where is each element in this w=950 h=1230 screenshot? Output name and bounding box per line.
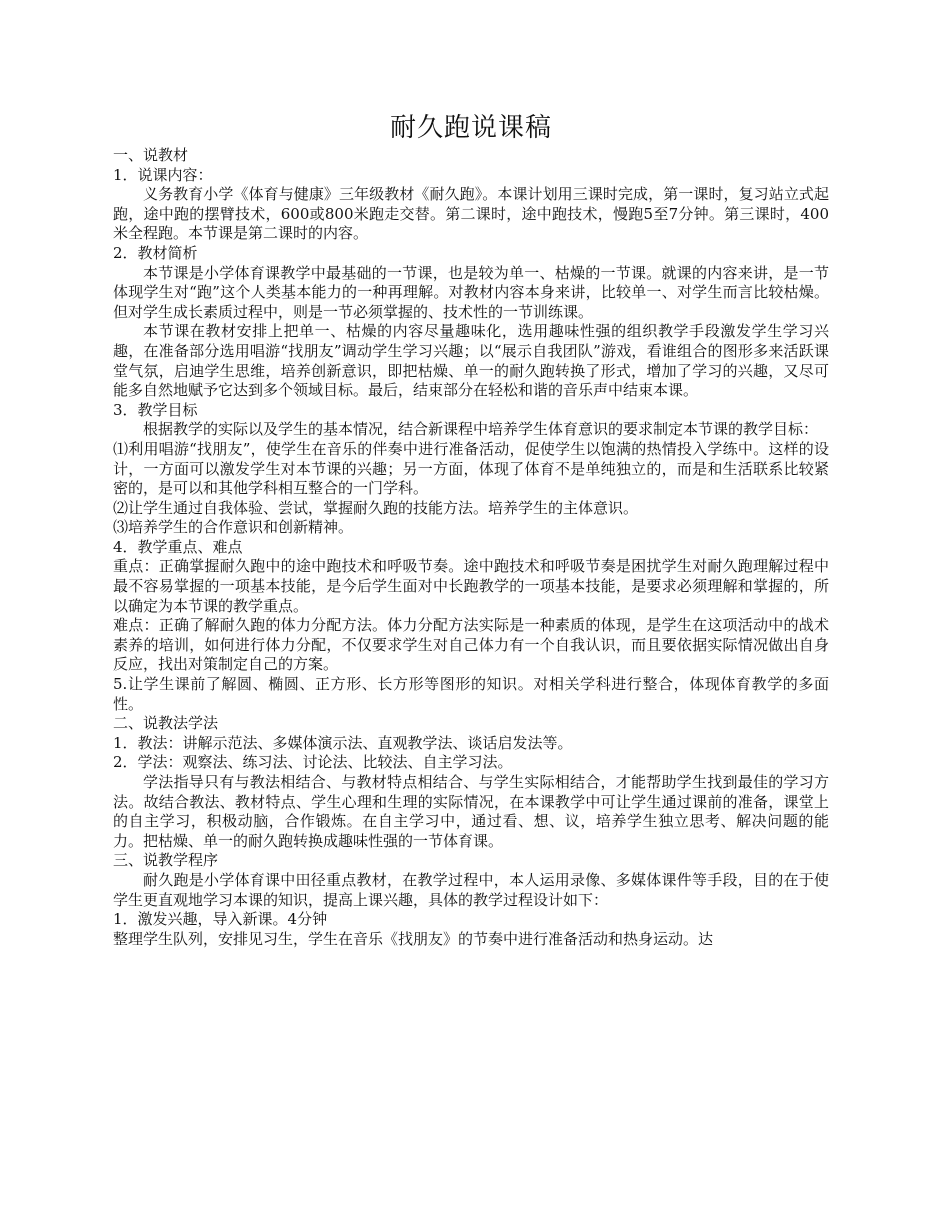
paragraph: 3．教学目标 xyxy=(113,400,198,419)
paragraph: 三、说教学程序 xyxy=(113,851,219,870)
document-title: 耐久跑说课稿 xyxy=(389,113,552,143)
paragraph: ⑶培养学生的合作意识和创新精神。 xyxy=(113,518,354,537)
paragraph: 5.让学生课前了解圆、椭圆、正方形、长方形等图形的知识。对相关学科进行整合，体现体育教学的多面性。 xyxy=(113,675,829,713)
paragraph: 本节课是小学体育课教学中最基础的一节课，也是较为单一、枯燥的一节课。就课的内容来讲，是一节体现学生对“跑”这个人类基本能力的一种再理解。对教材内容本身来讲，比较单一、对学生而言比较枯燥。但对学生成长素质过程中，则是一节必须掌握的、技术性的一节训练课。 xyxy=(113,263,829,321)
paragraph: 整理学生队列，安排见习生，学生在音乐《找朋友》的节奏中进行准备活动和热身运动。达 xyxy=(113,929,714,948)
paragraph: 一、说教材 xyxy=(113,146,189,164)
paragraph: 耐久跑是小学体育课中田径重点教材，在教学过程中，本人运用录像、多媒体课件等手段，目的在于使学生更直观地学习本课的知识，提高上课兴趣，具体的教学过程设计如下： xyxy=(113,870,829,909)
paragraph: 本节课在教材安排上把单一、枯燥的内容尽量趣味化，选用趣味性强的组织教学手段激发学生学习兴趣，在准备部分选用唱游“找朋友”调动学生学习兴趣；以“展示自我团队”游戏，看谁组合的图形多来活跃课堂气氛，启迪学生思维，培养创新意识，即把枯燥、单一的耐久跑转换了形式，增加了学习的兴趣，又尽可能多自然地赋予它达到多个领域目标。最后，结束部分在轻松和谐的音乐声中结束本课。 xyxy=(113,322,829,400)
paragraph: 根据教学的实际以及学生的基本情况，结合新课程中培养学生体育意识的要求制定本节课的教学目标： xyxy=(143,420,819,439)
paragraph-list xyxy=(113,146,829,949)
paragraph: 重点：正确掌握耐久跑中的途中跑技术和呼吸节奏。途中跑技术和呼吸节奏是困扰学生对耐久跑理解过程中最不容易掌握的一项基本技能，是今后学生面对中长跑教学的一项基本技能，是要求必须理解和掌握的，所以确定为本节课的教学重点。 xyxy=(113,557,829,615)
paragraph: 二、说教法学法 xyxy=(113,714,219,733)
paragraph: 1．说课内容： xyxy=(113,165,213,184)
paragraph: 2．学法：观察法、练习法、讨论法、比较法、自主学习法。 xyxy=(113,753,513,772)
paragraph: 学法指导只有与教法相结合、与教材特点相结合、与学生实际相结合，才能帮助学生找到最佳的学习方法。故结合教法、教材特点、学生心理和生理的实际情况，在本课教学中可让学生通过课前的准备，课堂上的自主学习，积极动脑，合作锻炼。在自主学习中，通过看、想、议，培养学生独立思考、解决问题的能力。把枯燥、单一的耐久跑转换成趣味性强的一节体育课。 xyxy=(113,773,829,850)
paragraph: 1．激发兴趣，导入新课。4分钟 xyxy=(113,910,328,929)
paragraph: 难点：正确了解耐久跑的体力分配方法。体力分配方法实际是一种素质的体现，是学生在这项活动中的战术素养的培训，如何进行体力分配，不仅要求学生对自己体力有一个自我认识，而且要依据实际情况做出自身反应，找出对策制定自己的方案。 xyxy=(113,616,829,674)
paragraph: 义务教育小学《体育与健康》三年级教材《耐久跑》。本课计划用三课时完成，第一课时，复习站立式起跑，途中跑的摆臂技术，600或800米跑走交替。第二课时，途中跑技术，慢跑5至7分钟。第三课时，400米全程跑。本节课是第二课时的内容。 xyxy=(113,185,829,243)
paragraph: 2．教材简析 xyxy=(113,243,198,262)
paragraph: ⑴利用唱游“找朋友”，使学生在音乐的伴奏中进行准备活动，促使学生以饱满的热情投入学练中。这样的设计，一方面可以激发学生对本节课的兴趣；另一方面，体现了体育不是单纯独立的，而是和生活联系比较紧密的，是可以和其他学科相互整合的一门学科。 xyxy=(113,439,829,498)
document-body xyxy=(113,112,829,949)
paragraph: 4．教学重点、难点 xyxy=(113,537,243,556)
paragraph: 1．教法：讲解示范法、多媒体演示法、直观教学法、谈话启发法等。 xyxy=(113,733,573,752)
paragraph: ⑵让学生通过自我体验、尝试，掌握耐久跑的技能方法。培养学生的主体意识。 xyxy=(113,498,639,517)
